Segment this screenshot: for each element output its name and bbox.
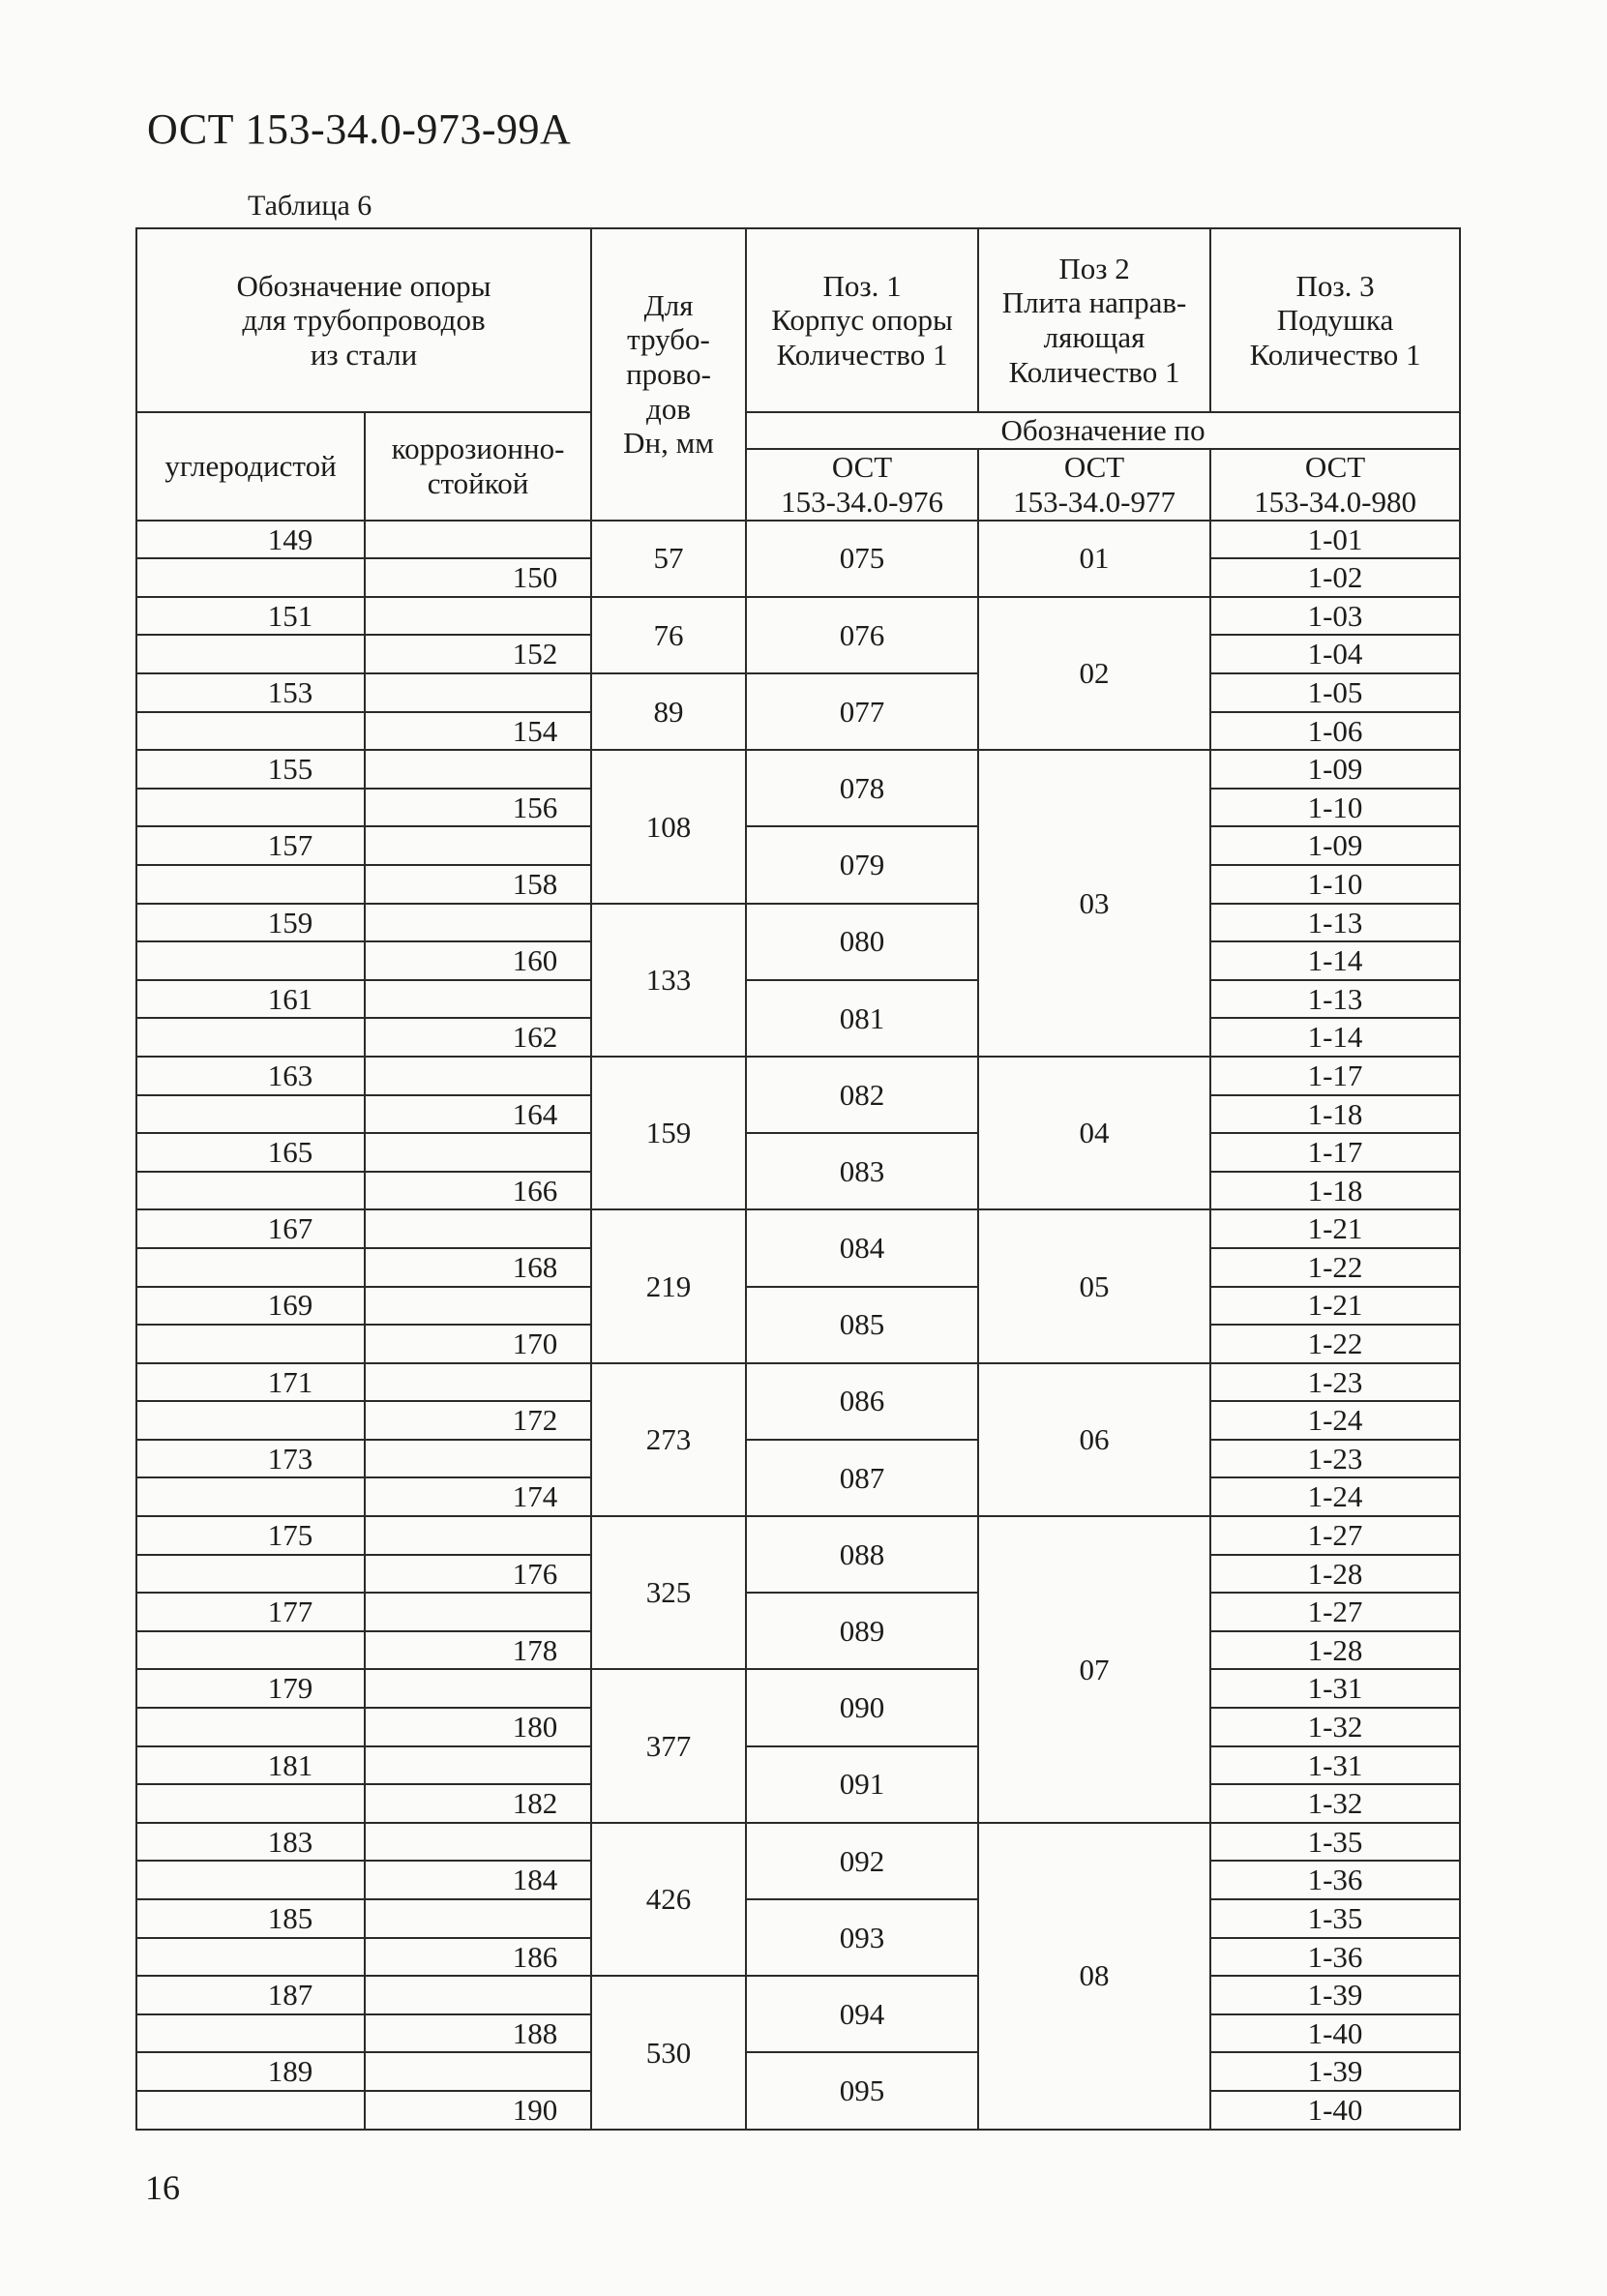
cell-pipe-diameter: 377 <box>591 1669 746 1822</box>
cell-carbon-steel: 161 <box>136 980 365 1019</box>
table-row <box>136 1976 1460 2014</box>
cell-pipe-diameter: 89 <box>591 673 746 750</box>
cell-carbon-steel: 155 <box>136 750 365 789</box>
cell-corrosion-resistant: 160 <box>365 941 591 980</box>
header-pos1: Поз. 1 Корпус опоры Количество 1 <box>746 228 978 412</box>
cell-corrosion-resistant <box>365 597 591 636</box>
page-number: 16 <box>145 2168 180 2207</box>
cell-carbon-steel: 167 <box>136 1209 365 1248</box>
cell-corrosion-resistant: 156 <box>365 789 591 827</box>
cell-carbon-steel <box>136 1401 365 1440</box>
cell-carbon-steel: 163 <box>136 1057 365 1095</box>
cell-corrosion-resistant <box>365 1209 591 1248</box>
table-row <box>136 1516 1460 1555</box>
table-row <box>136 750 1460 789</box>
cell-pos3-designation: 1-01 <box>1210 521 1460 559</box>
cell-pos2-designation: 07 <box>978 1516 1210 1823</box>
cell-pos2-designation: 03 <box>978 750 1210 1057</box>
cell-corrosion-resistant <box>365 1287 591 1326</box>
cell-corrosion-resistant <box>365 2052 591 2091</box>
cell-pos3-designation: 1-28 <box>1210 1631 1460 1670</box>
cell-pos3-designation: 1-40 <box>1210 2091 1460 2130</box>
cell-corrosion-resistant: 182 <box>365 1784 591 1823</box>
cell-pos1-designation: 083 <box>746 1133 978 1209</box>
cell-pos3-designation: 1-39 <box>1210 2052 1460 2091</box>
cell-carbon-steel <box>136 2091 365 2130</box>
table-row <box>136 1209 1460 1248</box>
cell-corrosion-resistant <box>365 673 591 712</box>
header-designation: Обозначение опоры для трубопроводов из стали <box>136 228 591 412</box>
table-row <box>136 1363 1460 1402</box>
cell-pos2-designation: 06 <box>978 1363 1210 1516</box>
cell-carbon-steel: 177 <box>136 1593 365 1631</box>
cell-pos3-designation: 1-06 <box>1210 712 1460 751</box>
table-row <box>136 1133 1460 1172</box>
table-row <box>136 826 1460 865</box>
cell-pipe-diameter: 76 <box>591 597 746 673</box>
cell-pos1-designation: 089 <box>746 1593 978 1669</box>
table-row <box>136 1746 1460 1785</box>
cell-carbon-steel <box>136 789 365 827</box>
cell-pos1-designation: 075 <box>746 521 978 597</box>
cell-carbon-steel: 175 <box>136 1516 365 1555</box>
cell-pos3-designation: 1-24 <box>1210 1477 1460 1516</box>
cell-carbon-steel: 165 <box>136 1133 365 1172</box>
header-corrosion-resistant: коррозионно- стойкой <box>365 412 591 521</box>
cell-corrosion-resistant: 178 <box>365 1631 591 1670</box>
cell-corrosion-resistant: 180 <box>365 1708 591 1746</box>
cell-corrosion-resistant: 188 <box>365 2014 591 2053</box>
cell-pos1-designation: 079 <box>746 826 978 903</box>
table-row <box>136 980 1460 1019</box>
cell-pos3-designation: 1-17 <box>1210 1133 1460 1172</box>
cell-pos1-designation: 095 <box>746 2052 978 2129</box>
table-row <box>136 673 1460 712</box>
table-row <box>136 521 1460 559</box>
cell-pipe-diameter: 57 <box>591 521 746 597</box>
cell-pos3-designation: 1-18 <box>1210 1172 1460 1210</box>
table-row <box>136 1593 1460 1631</box>
header-pos2: Поз 2 Плита направ- ляющая Количество 1 <box>978 228 1210 412</box>
table-row <box>136 597 1460 636</box>
header-ost-976: ОСТ 153-34.0-976 <box>746 449 978 521</box>
cell-pos3-designation: 1-24 <box>1210 1401 1460 1440</box>
cell-pipe-diameter: 133 <box>591 904 746 1057</box>
cell-pos3-designation: 1-31 <box>1210 1746 1460 1785</box>
cell-pos3-designation: 1-28 <box>1210 1555 1460 1594</box>
cell-corrosion-resistant <box>365 826 591 865</box>
cell-carbon-steel <box>136 1708 365 1746</box>
cell-carbon-steel <box>136 1018 365 1057</box>
cell-pos3-designation: 1-02 <box>1210 558 1460 597</box>
document-code: ОСТ 153-34.0-973-99А <box>147 105 572 153</box>
table-row <box>136 1440 1460 1478</box>
cell-corrosion-resistant <box>365 1133 591 1172</box>
cell-carbon-steel <box>136 558 365 597</box>
cell-carbon-steel: 185 <box>136 1899 365 1938</box>
header-pos3: Поз. 3 Подушка Количество 1 <box>1210 228 1460 412</box>
cell-carbon-steel <box>136 941 365 980</box>
cell-pos3-designation: 1-04 <box>1210 635 1460 673</box>
cell-corrosion-resistant: 158 <box>365 865 591 904</box>
cell-carbon-steel: 171 <box>136 1363 365 1402</box>
cell-corrosion-resistant: 176 <box>365 1555 591 1594</box>
cell-corrosion-resistant: 174 <box>365 1477 591 1516</box>
cell-pos2-designation: 05 <box>978 1209 1210 1362</box>
cell-corrosion-resistant: 164 <box>365 1095 591 1134</box>
cell-pos2-designation: 04 <box>978 1057 1210 1209</box>
table-row <box>136 2052 1460 2091</box>
cell-pos3-designation: 1-35 <box>1210 1823 1460 1862</box>
header-pipe-diameter: Для трубо- прово- дов Dн, мм <box>591 228 746 521</box>
cell-carbon-steel <box>136 865 365 904</box>
cell-carbon-steel: 153 <box>136 673 365 712</box>
cell-carbon-steel: 151 <box>136 597 365 636</box>
cell-carbon-steel: 159 <box>136 904 365 942</box>
cell-pos3-designation: 1-17 <box>1210 1057 1460 1095</box>
header-ost-980: ОСТ 153-34.0-980 <box>1210 449 1460 521</box>
cell-corrosion-resistant: 162 <box>365 1018 591 1057</box>
cell-pipe-diameter: 108 <box>591 750 746 903</box>
cell-corrosion-resistant: 170 <box>365 1325 591 1363</box>
cell-corrosion-resistant <box>365 980 591 1019</box>
cell-pos3-designation: 1-23 <box>1210 1440 1460 1478</box>
cell-pos1-designation: 081 <box>746 980 978 1057</box>
cell-pos3-designation: 1-40 <box>1210 2014 1460 2053</box>
cell-corrosion-resistant <box>365 1823 591 1862</box>
cell-carbon-steel: 179 <box>136 1669 365 1708</box>
cell-pos3-designation: 1-27 <box>1210 1516 1460 1555</box>
cell-corrosion-resistant: 184 <box>365 1861 591 1899</box>
cell-pos1-designation: 090 <box>746 1669 978 1745</box>
cell-pos2-designation: 08 <box>978 1823 1210 2130</box>
cell-corrosion-resistant: 190 <box>365 2091 591 2130</box>
cell-pos1-designation: 086 <box>746 1363 978 1440</box>
cell-pos3-designation: 1-22 <box>1210 1248 1460 1287</box>
cell-pos1-designation: 080 <box>746 904 978 980</box>
cell-corrosion-resistant <box>365 1363 591 1402</box>
table-row <box>136 1287 1460 1326</box>
table-row <box>136 1057 1460 1095</box>
cell-corrosion-resistant <box>365 1057 591 1095</box>
cell-carbon-steel: 187 <box>136 1976 365 2014</box>
cell-carbon-steel <box>136 1248 365 1287</box>
cell-pos3-designation: 1-18 <box>1210 1095 1460 1134</box>
cell-pos3-designation: 1-21 <box>1210 1287 1460 1326</box>
cell-pos3-designation: 1-22 <box>1210 1325 1460 1363</box>
cell-carbon-steel <box>136 1095 365 1134</box>
cell-pos3-designation: 1-09 <box>1210 826 1460 865</box>
cell-pos3-designation: 1-10 <box>1210 789 1460 827</box>
cell-pos1-designation: 084 <box>746 1209 978 1286</box>
cell-pos1-designation: 078 <box>746 750 978 826</box>
cell-pos3-designation: 1-27 <box>1210 1593 1460 1631</box>
cell-corrosion-resistant: 150 <box>365 558 591 597</box>
cell-pos1-designation: 082 <box>746 1057 978 1133</box>
table-body <box>136 521 1460 2130</box>
cell-pos3-designation: 1-35 <box>1210 1899 1460 1938</box>
cell-pos3-designation: 1-13 <box>1210 904 1460 942</box>
cell-pipe-diameter: 325 <box>591 1516 746 1669</box>
cell-corrosion-resistant <box>365 1746 591 1785</box>
cell-carbon-steel: 181 <box>136 1746 365 1785</box>
header-ost-977: ОСТ 153-34.0-977 <box>978 449 1210 521</box>
cell-corrosion-resistant: 154 <box>365 712 591 751</box>
cell-pipe-diameter: 530 <box>591 1976 746 2129</box>
cell-carbon-steel: 157 <box>136 826 365 865</box>
cell-pos3-designation: 1-14 <box>1210 941 1460 980</box>
table-caption: Таблица 6 <box>248 190 372 222</box>
cell-pos2-designation: 02 <box>978 597 1210 750</box>
cell-corrosion-resistant <box>365 1516 591 1555</box>
cell-pos1-designation: 085 <box>746 1287 978 1363</box>
cell-pos3-designation: 1-10 <box>1210 865 1460 904</box>
cell-pos3-designation: 1-39 <box>1210 1976 1460 2014</box>
cell-pipe-diameter: 219 <box>591 1209 746 1362</box>
cell-carbon-steel <box>136 1555 365 1594</box>
cell-corrosion-resistant: 186 <box>365 1938 591 1977</box>
table-row <box>136 1669 1460 1708</box>
cell-pos3-designation: 1-36 <box>1210 1861 1460 1899</box>
cell-pos1-designation: 094 <box>746 1976 978 2052</box>
cell-corrosion-resistant <box>365 750 591 789</box>
cell-carbon-steel <box>136 1861 365 1899</box>
cell-pos2-designation: 01 <box>978 521 1210 597</box>
support-designation-table <box>135 227 1461 2131</box>
table-row <box>136 1823 1460 1862</box>
cell-carbon-steel <box>136 1325 365 1363</box>
cell-pos3-designation: 1-23 <box>1210 1363 1460 1402</box>
cell-corrosion-resistant <box>365 521 591 559</box>
cell-carbon-steel: 173 <box>136 1440 365 1478</box>
cell-corrosion-resistant <box>365 1899 591 1938</box>
cell-pos3-designation: 1-13 <box>1210 980 1460 1019</box>
cell-carbon-steel: 169 <box>136 1287 365 1326</box>
cell-corrosion-resistant: 172 <box>365 1401 591 1440</box>
header-designation-by: Обозначение по <box>746 412 1460 449</box>
cell-carbon-steel <box>136 1938 365 1977</box>
cell-pos3-designation: 1-03 <box>1210 597 1460 636</box>
cell-corrosion-resistant <box>365 1669 591 1708</box>
cell-pos3-designation: 1-32 <box>1210 1708 1460 1746</box>
cell-pos1-designation: 077 <box>746 673 978 750</box>
cell-pos3-designation: 1-21 <box>1210 1209 1460 1248</box>
cell-carbon-steel <box>136 1631 365 1670</box>
table-row <box>136 1899 1460 1938</box>
cell-pos3-designation: 1-09 <box>1210 750 1460 789</box>
cell-carbon-steel <box>136 1172 365 1210</box>
cell-carbon-steel <box>136 2014 365 2053</box>
cell-pos1-designation: 091 <box>746 1746 978 1823</box>
cell-corrosion-resistant <box>365 1976 591 2014</box>
cell-corrosion-resistant: 168 <box>365 1248 591 1287</box>
cell-carbon-steel: 149 <box>136 521 365 559</box>
cell-pos3-designation: 1-36 <box>1210 1938 1460 1977</box>
cell-corrosion-resistant <box>365 904 591 942</box>
cell-corrosion-resistant <box>365 1593 591 1631</box>
cell-pos1-designation: 087 <box>746 1440 978 1516</box>
cell-pos3-designation: 1-14 <box>1210 1018 1460 1057</box>
cell-pos3-designation: 1-05 <box>1210 673 1460 712</box>
cell-carbon-steel <box>136 712 365 751</box>
header-carbon-steel: углеродистой <box>136 412 365 521</box>
cell-corrosion-resistant <box>365 1440 591 1478</box>
cell-corrosion-resistant: 166 <box>365 1172 591 1210</box>
cell-corrosion-resistant: 152 <box>365 635 591 673</box>
cell-carbon-steel: 189 <box>136 2052 365 2091</box>
cell-pos3-designation: 1-31 <box>1210 1669 1460 1708</box>
cell-pipe-diameter: 426 <box>591 1823 746 1976</box>
cell-carbon-steel: 183 <box>136 1823 365 1862</box>
cell-pipe-diameter: 273 <box>591 1363 746 1516</box>
cell-pos1-designation: 076 <box>746 597 978 673</box>
cell-pos1-designation: 092 <box>746 1823 978 1899</box>
cell-pos1-designation: 093 <box>746 1899 978 1976</box>
cell-pipe-diameter: 159 <box>591 1057 746 1209</box>
cell-carbon-steel <box>136 1784 365 1823</box>
cell-carbon-steel <box>136 635 365 673</box>
cell-pos1-designation: 088 <box>746 1516 978 1593</box>
table-row <box>136 904 1460 942</box>
cell-pos3-designation: 1-32 <box>1210 1784 1460 1823</box>
cell-carbon-steel <box>136 1477 365 1516</box>
